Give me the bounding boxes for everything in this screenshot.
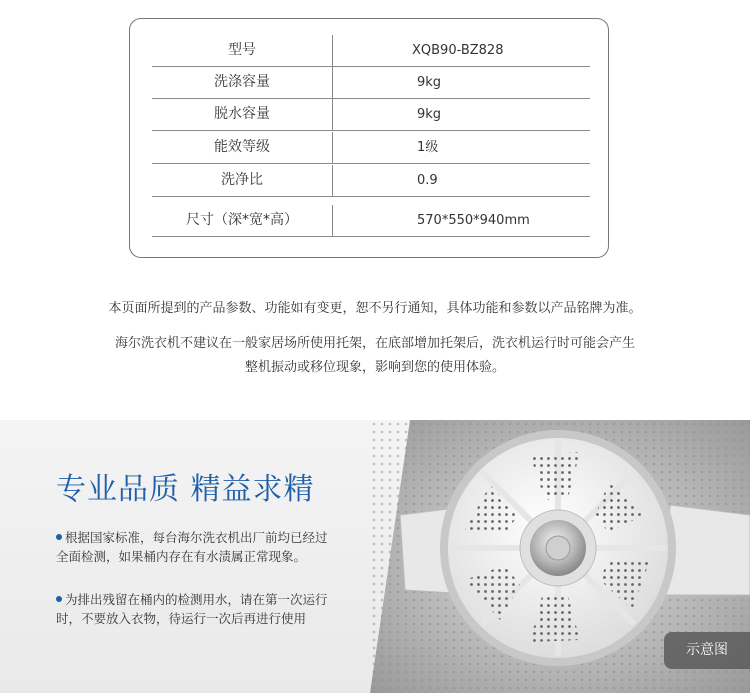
column-divider — [332, 67, 333, 98]
spec-label: 洗涤容量 — [214, 74, 270, 90]
column-divider — [332, 35, 333, 66]
bullet-text: 根据国家标准，每台海尔洗衣机出厂前均已经过 — [65, 530, 328, 545]
spec-value: 1级 — [417, 140, 439, 155]
spec-row-spin-capacity — [152, 99, 590, 131]
bullet-dot-icon — [56, 534, 62, 540]
spec-value: XQB90-BZ828 — [412, 43, 504, 58]
spec-row-dimensions — [152, 205, 590, 237]
column-divider — [332, 165, 333, 196]
feature-section — [0, 420, 750, 693]
spec-value: 570*550*940mm — [417, 213, 530, 228]
spec-row-wash-ratio — [152, 165, 590, 197]
column-divider — [332, 132, 333, 163]
bullet-text: 为排出残留在桶内的检测用水，请在第一次运行 — [65, 592, 328, 607]
spec-value: 9kg — [417, 107, 442, 122]
spec-table — [129, 18, 609, 258]
spec-value: 0.9 — [417, 173, 438, 188]
bullet-text: 全面检测，如果桶内存在有水渍属正常现象。 — [56, 549, 307, 564]
spec-row-model — [152, 35, 590, 67]
disclaimer-line-2: 海尔洗衣机不建议在一般家居场所使用托架，在底部增加托架后，洗衣机运行时可能会产生 — [114, 336, 635, 351]
feature-title: 专业品质 精益求精 — [56, 472, 315, 507]
spec-row-wash-capacity — [152, 67, 590, 99]
column-divider — [332, 205, 333, 236]
bullet-dot-icon — [56, 596, 62, 602]
spec-label: 尺寸（深*宽*高） — [186, 212, 298, 228]
disclaimer-line-3: 整机振动或移位现象，影响到您的使用体验。 — [244, 360, 505, 375]
spec-label: 能效等级 — [214, 139, 270, 155]
image-caption-badge: 示意图 — [664, 632, 750, 669]
column-divider — [332, 99, 333, 130]
feature-bullet-1 — [56, 528, 356, 566]
spec-label: 型号 — [228, 42, 256, 58]
spec-row-energy-grade — [152, 132, 590, 164]
spec-label: 洗净比 — [221, 172, 263, 188]
feature-bullet-2 — [56, 590, 356, 628]
spec-value: 9kg — [417, 75, 442, 90]
bullet-text: 时，不要放入衣物，待运行一次后再进行使用 — [56, 611, 307, 626]
spec-label: 脱水容量 — [214, 106, 270, 122]
disclaimer-line-1: 本页面所提到的产品参数、功能如有变更，恕不另行通知，具体功能和参数以产品铭牌为准。 — [108, 301, 642, 316]
